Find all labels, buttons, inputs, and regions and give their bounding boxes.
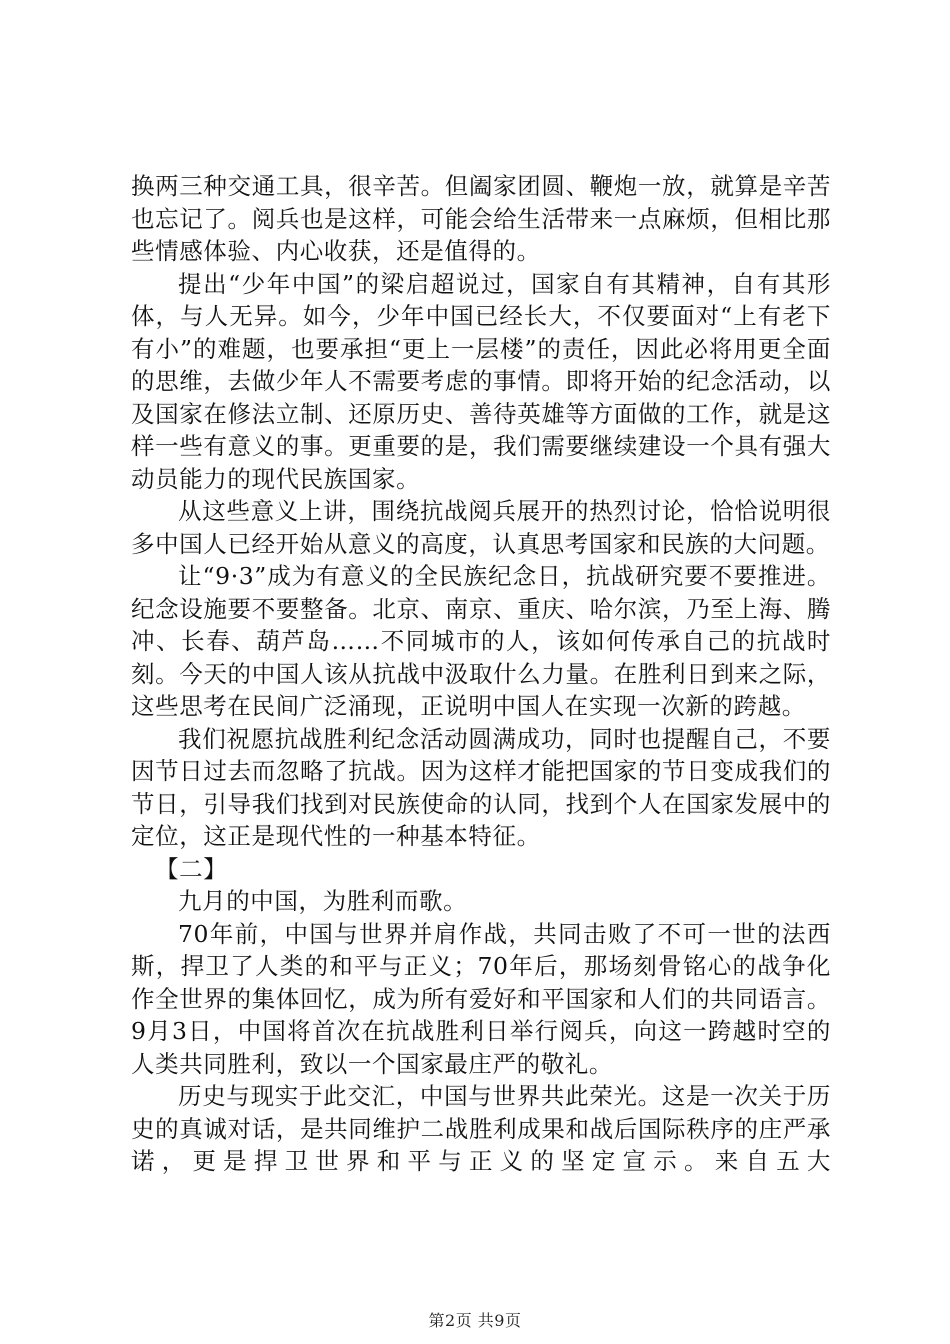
section-heading: 【二】	[155, 854, 228, 883]
paragraph-wishes: 我们祝愿抗战胜利纪念活动圆满成功，同时也提醒自己，不要因节日过去而忽略了抗战。因为这样才能把国家的节日变成我们的节日，引导我们找到对民族使命的认同，找到个人在国家发展中的定位，这正是现代性的一种基本特征。	[131, 724, 831, 850]
paragraph-70-years: 70年前，中国与世界并肩作战，共同击败了不可一世的法西斯，捍卫了人类的和平与正义；70年后，那场刻骨铭心的战争化作全世界的集体回忆，成为所有爱好和平国家和人们的共同语言。9月3日，中国将首次在抗战胜利日举行阅兵，向这一跨越时空的人类共同胜利，致以一个国家最庄严的敬礼。	[131, 919, 831, 1078]
paragraph-significance: 从这些意义上讲，围绕抗战阅兵展开的热烈讨论，恰恰说明很多中国人已经开始从意义的高度，认真思考国家和民族的大问题。	[131, 497, 831, 558]
paragraph-history-reality: 历史与现实于此交汇，中国与世界共此荣光。这是一次关于历史的真诚对话，是共同维护二战胜利成果和战后国际秩序的庄严承诺，更是捍卫世界和平与正义的坚定宣示。来自五大	[131, 1082, 831, 1175]
paragraph-september: 九月的中国，为胜利而歌。	[178, 887, 468, 915]
document-body	[131, 170, 831, 1178]
paragraph-liang-qichao: 提出“少年中国”的梁启超说过，国家自有其精神，自有其形体，与人无异。如今，少年中国已经长大，不仅要面对“上有老下有小”的难题，也要承担“更上一层楼”的责任，因此必将用更全面的思维，去做少年人不需要考虑的事情。即将开始的纪念活动，以及国家在修法立制、还原历史、善待英雄等方面做的工作，就是这样一些有意义的事。更重要的是，我们需要继续建设一个具有强大动员能力的现代民族国家。	[131, 269, 831, 493]
page-number-footer: 第2页 共9页	[428, 1311, 522, 1330]
paragraph-continuation: 换两三种交通工具，很辛苦。但阖家团圆、鞭炮一放，就算是辛苦也忘记了。阅兵也是这样，可能会给生活带来一点麻烦，但相比那些情感体验、内心收获，还是值得的。	[131, 172, 831, 265]
paragraph-memorial-day: 让“9·3”成为有意义的全民族纪念日，抗战研究要不要推进。纪念设施要不要整备。北京、南京、重庆、哈尔滨，乃至上海、腾冲、长春、葫芦岛……不同城市的人，该如何传承自己的抗战时刻。今天的中国人该从抗战中汲取什么力量。在胜利日到来之际，这些思考在民间广泛涌现，正说明中国人在实现一次新的跨越。	[131, 562, 831, 720]
